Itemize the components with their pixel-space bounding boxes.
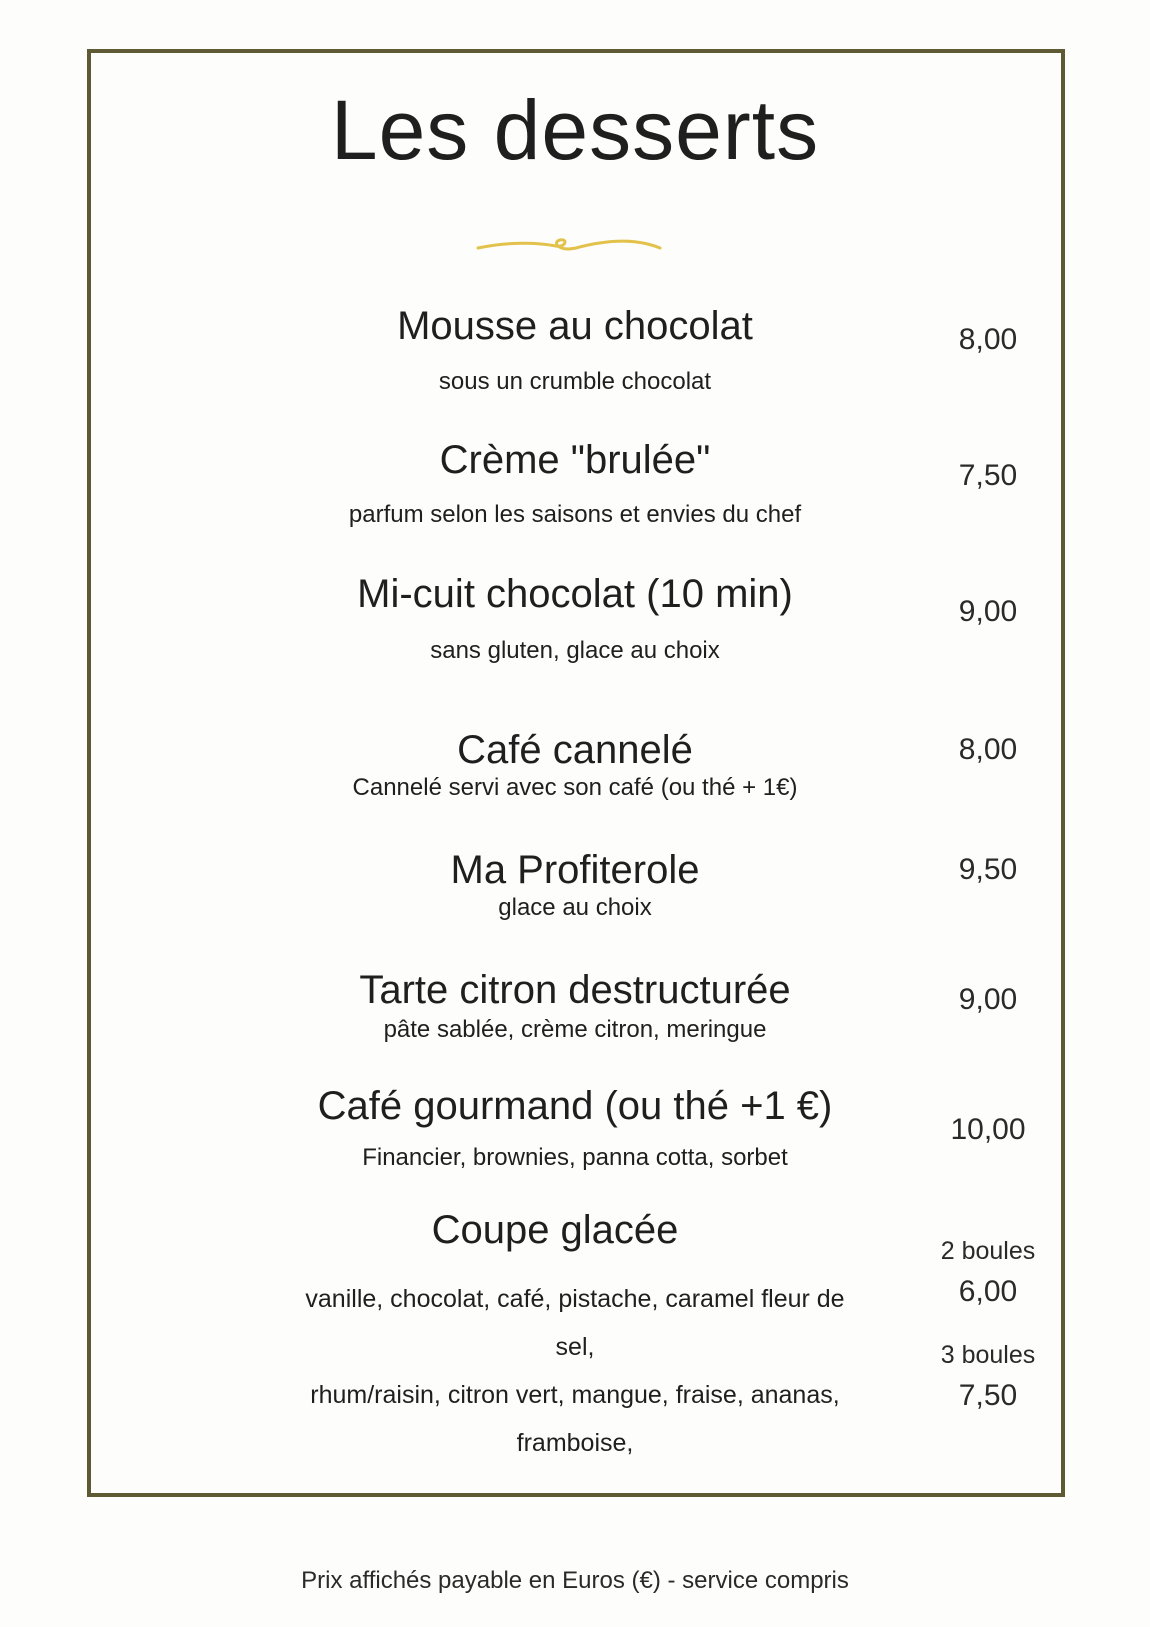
item-price: 8,00 — [958, 323, 1018, 356]
item-description: sans gluten, glace au choix — [430, 637, 720, 664]
item-description: pâte sablée, crème citron, meringue — [383, 1016, 767, 1043]
item-price: 9,00 — [958, 983, 1018, 1016]
item-name: Café cannelé — [457, 728, 693, 772]
item-price: 10,00 — [950, 1113, 1026, 1146]
option-price: 7,50 — [958, 1379, 1018, 1412]
item-price: 8,00 — [958, 733, 1018, 766]
footer-note: Prix affichés payable en Euros (€) - service compris — [301, 1567, 849, 1594]
page-title: Les desserts — [330, 83, 820, 177]
item-name: Mi-cuit chocolat (10 min) — [357, 572, 793, 616]
item-price: 9,50 — [958, 853, 1018, 886]
item-name: Coupe glacée — [431, 1208, 679, 1252]
item-name: Crème "brulée" — [439, 438, 711, 482]
flavor-line: framboise, — [516, 1429, 634, 1457]
item-name: Mousse au chocolat — [397, 304, 753, 348]
item-price: 7,50 — [958, 459, 1018, 492]
decorative-flourish-icon — [476, 234, 662, 260]
flavor-line: vanille, chocolat, café, pistache, caramel fleur de sel, — [305, 1285, 845, 1361]
item-name: Ma Profiterole — [450, 848, 700, 892]
item-description: Cannelé servi avec son café (ou thé + 1€) — [352, 774, 798, 801]
item-description: Financier, brownies, panna cotta, sorbet — [362, 1144, 788, 1171]
item-name: Café gourmand (ou thé +1 €) — [317, 1084, 833, 1128]
item-name: Tarte citron destructurée — [359, 968, 791, 1012]
option-label: 2 boules — [940, 1237, 1036, 1265]
item-description — [290, 1275, 860, 1467]
item-description: sous un crumble chocolat — [438, 368, 712, 395]
item-description: glace au choix — [498, 894, 652, 921]
item-description: parfum selon les saisons et envies du chef — [348, 501, 802, 528]
flavor-line: rhum/raisin, citron vert, mangue, fraise, ananas, — [310, 1381, 840, 1409]
option-label: 3 boules — [940, 1341, 1036, 1369]
option-price: 6,00 — [958, 1275, 1018, 1308]
item-price: 9,00 — [958, 595, 1018, 628]
